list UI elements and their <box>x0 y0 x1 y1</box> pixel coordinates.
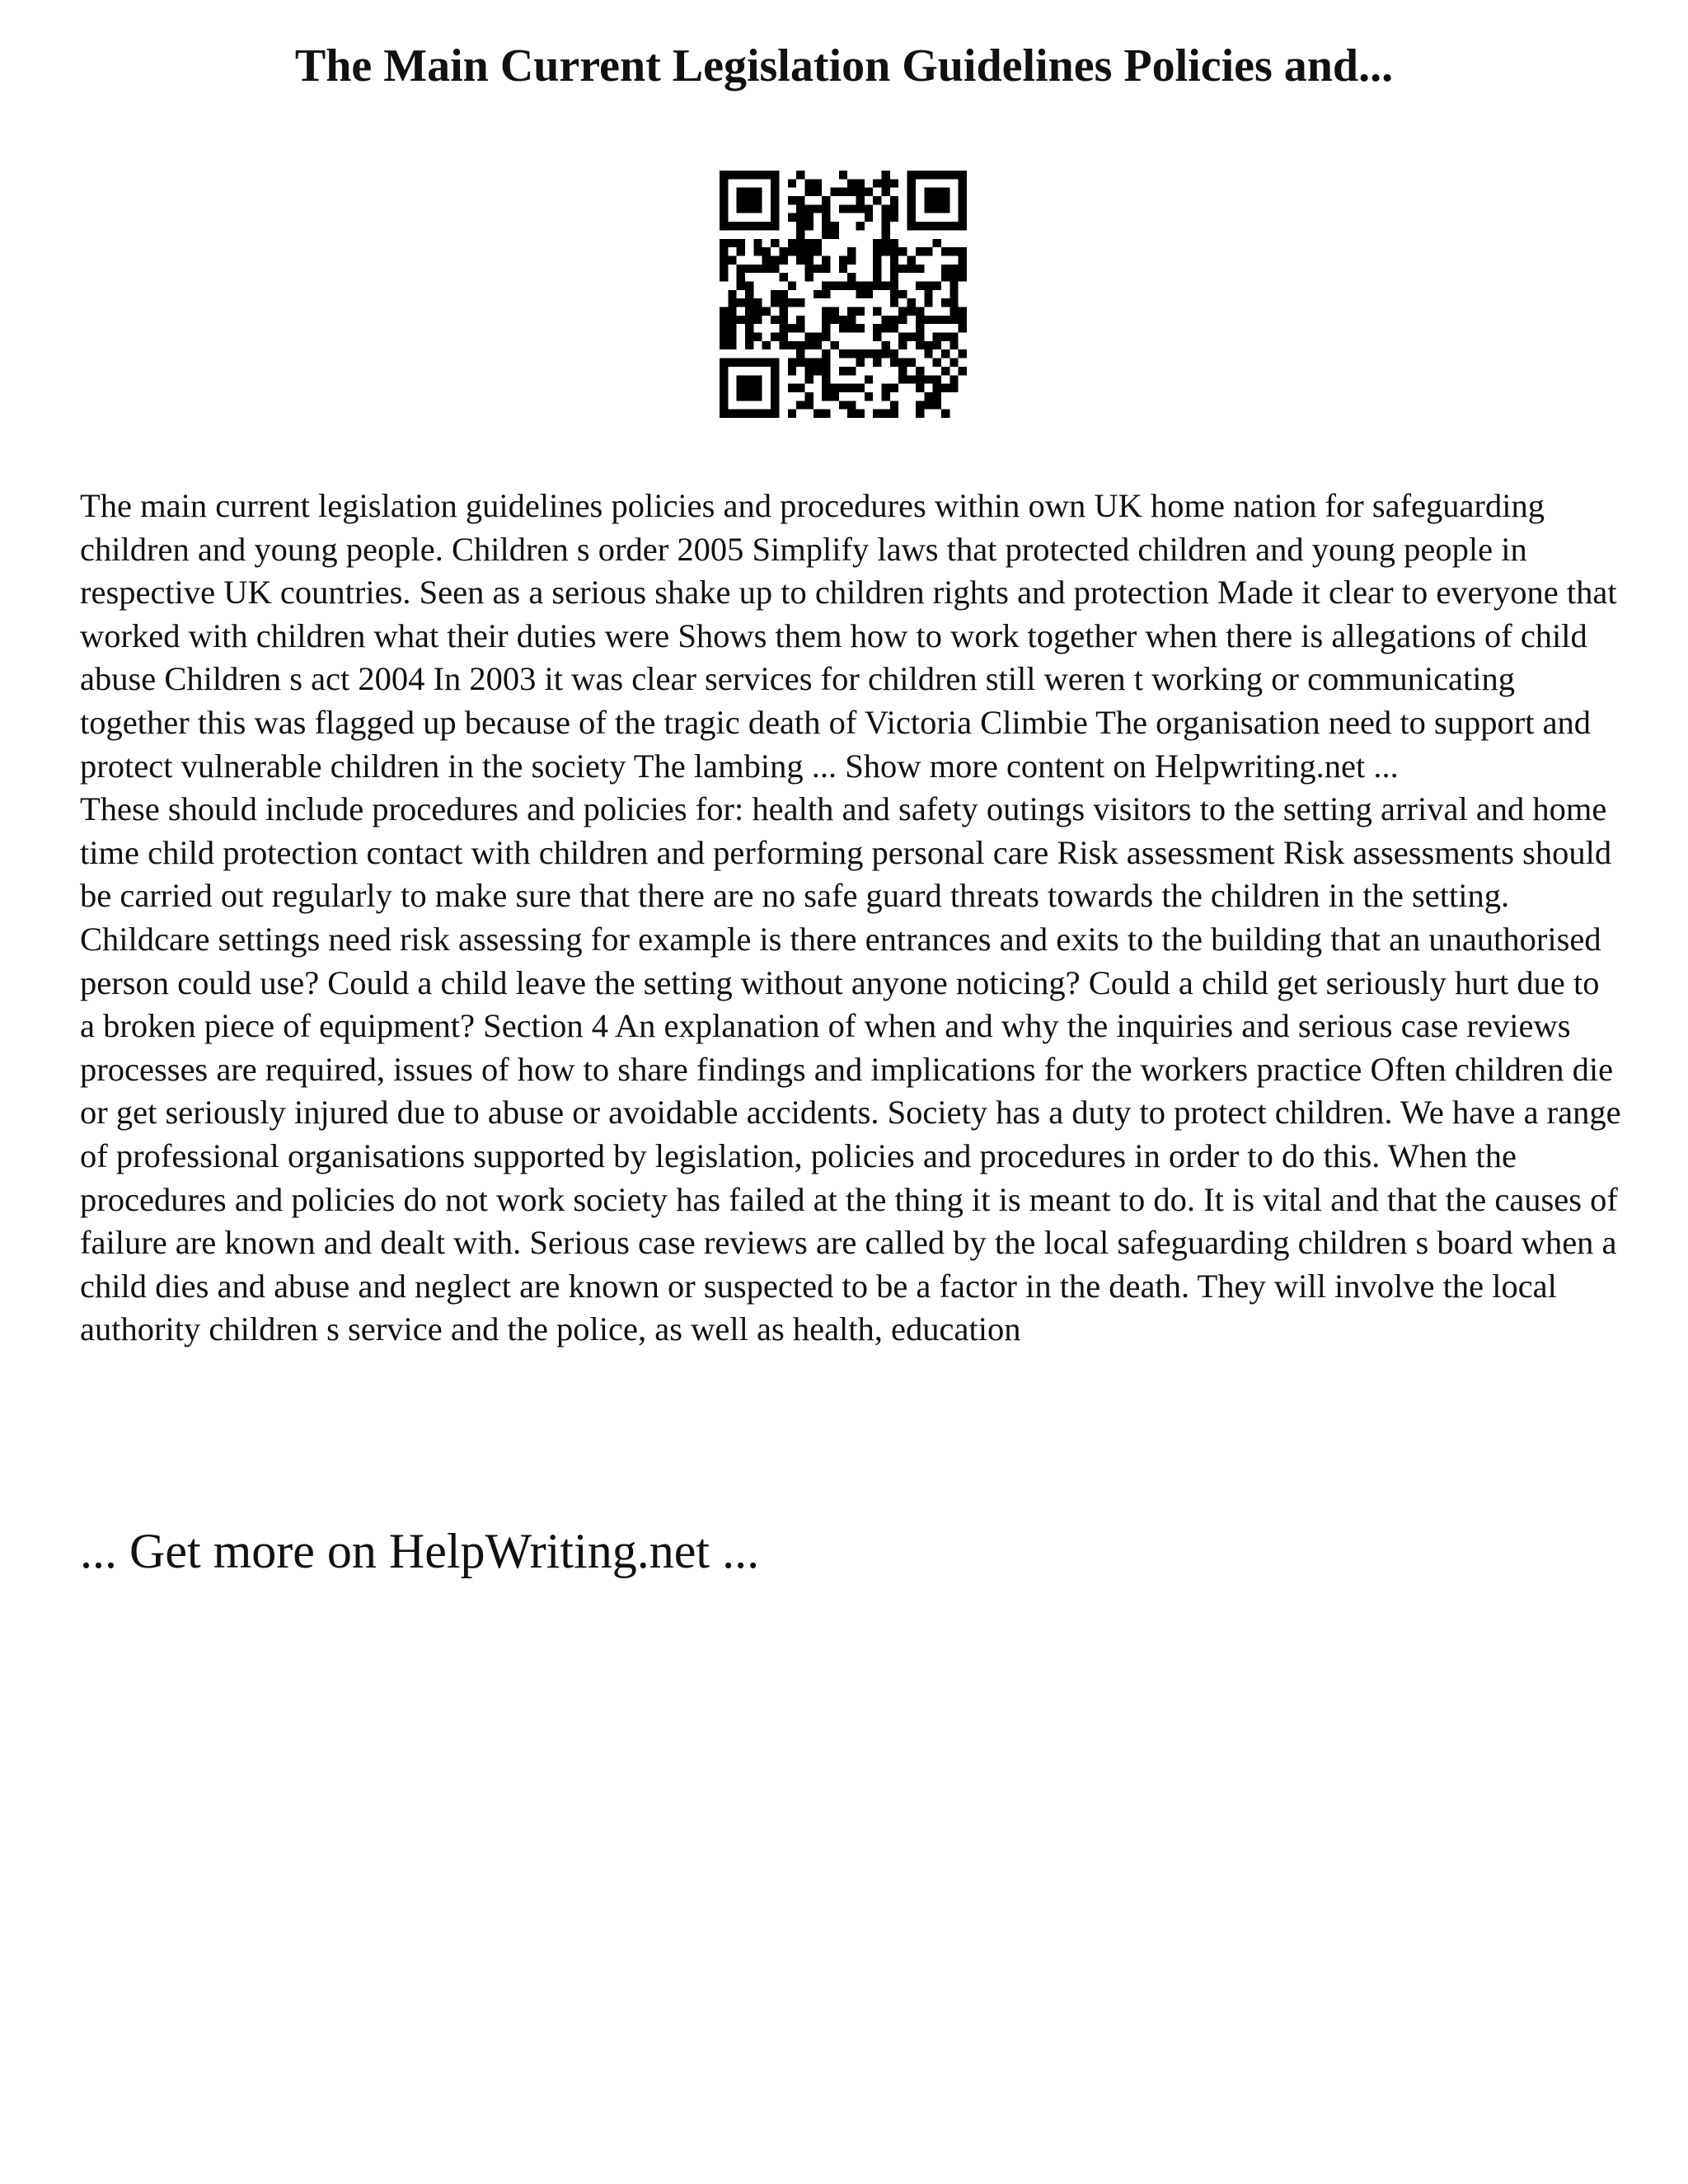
qr-code-icon <box>720 171 967 418</box>
document-body <box>80 485 1621 1352</box>
body-paragraph-2: These should include procedures and policies for: health and safety outings visitors to the setting arrival and home time child protection contact with children and performing personal care Risk assessment Risk assessments should be carried out regularly to make sure that there are no safe guard threats towards the children in the setting. Childcare settings need risk assessing for example is there entrances and exits to the building that an unauthorised person could use? Could a child leave the setting without anyone noticing? Could a child get seriously hurt due to a broken piece of equipment? Section 4 An explanation of when and why the inquiries and serious case reviews processes are required, issues of how to share findings and implications for the workers practice Often children die or get seriously injured due to abuse or avoidable accidents. Society has a duty to protect children. We have a range of professional organisations supported by legislation, policies and procedures in order to do this. When the procedures and policies do not work society has failed at the thing it is meant to do. It is vital and that the causes of failure are known and dealt with. Serious case reviews are called by the local safeguarding children s board when a child dies and abuse and neglect are known or suspected to be a factor in the death. They will involve the local authority children s service and the police, as well as health, education <box>80 790 1621 1348</box>
document-title: The Main Current Legislation Guidelines Policies and... <box>294 40 1394 91</box>
get-more-link[interactable]: ... Get more on HelpWriting.net ... <box>80 1524 760 1578</box>
body-paragraph-1: The main current legislation guidelines policies and procedures within own UK home nation for safeguarding children and young people. Children s order 2005 Simplify laws that protected children and young people in respective UK countries. Seen as a serious shake up to children rights and protection Made it clear to everyone that worked with children what their duties were Shows them how to work together when there is allegations of child abuse Children s act 2004 In 2003 it was clear services for children still weren t working or communicating together this was flagged up because of the tragic death of Victoria Climbie The organisation need to support and protect vulnerable children in the society The lambing ... Show more content on Helpwriting.net ... <box>80 487 1617 785</box>
